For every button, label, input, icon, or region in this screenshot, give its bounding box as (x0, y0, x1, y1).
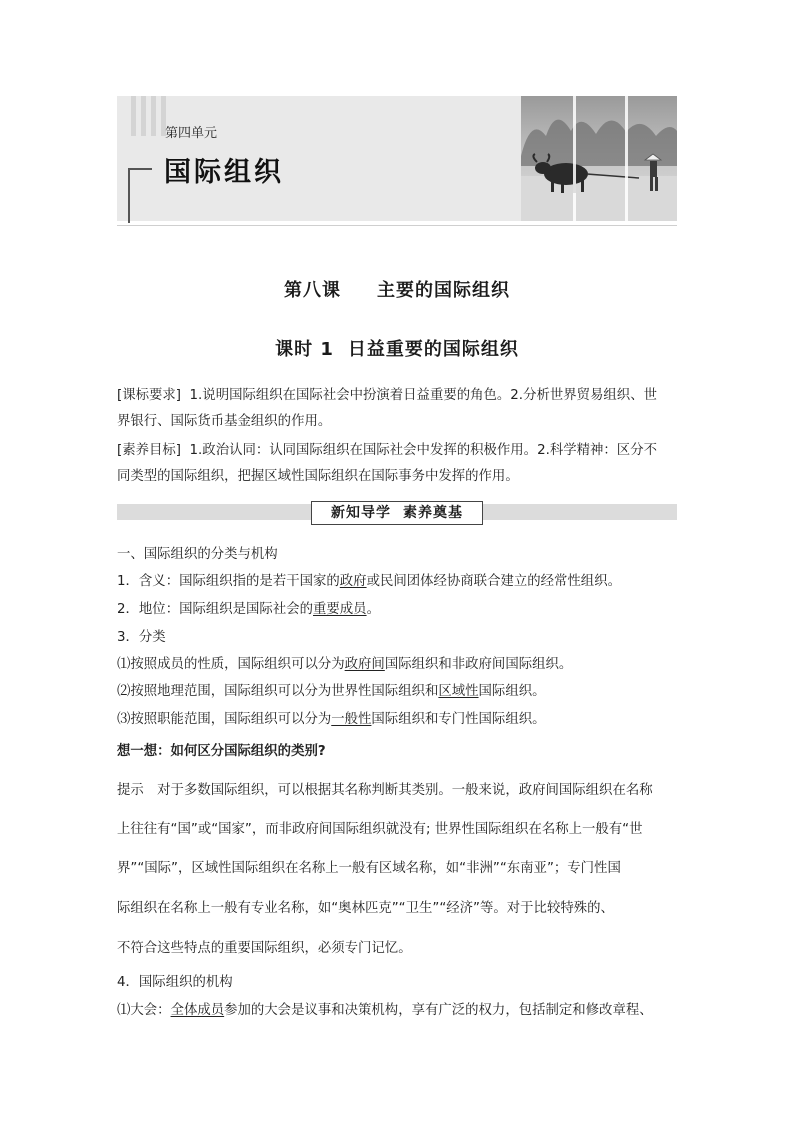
sub-item-geography (117, 680, 697, 699)
item-text: ⑴按照成员的性质，国际组织可以分为 (117, 657, 345, 672)
lesson-number: 第八课 (284, 280, 341, 301)
lesson-title (0, 276, 794, 302)
item-text: 1．含义：国际组织指的是若干国家的 (117, 574, 340, 589)
tip-line: 不符合这些特点的重要国际组织，必须专门记忆。 (117, 941, 412, 956)
item-text: 2．地位：国际组织是国际社会的 (117, 602, 313, 617)
underlined-term: 区域性 (438, 684, 479, 699)
tip-line: 上往往有“国”或“国家”，而非政府间国际组织就没有; 世界性国际组织在名称上一般有“世 (117, 822, 643, 837)
heading-classification: 一、国际组织的分类与机构 (117, 547, 278, 562)
period-title (0, 335, 794, 361)
item-definition (117, 570, 697, 589)
tip-line: 提示 对于多数国际组织，可以根据其名称判断其类别。一般来说，政府间国际组织在名称 (117, 783, 653, 798)
item-classification: 3．分类 (117, 630, 166, 645)
section-heading-part1: 新知导学 (331, 505, 391, 521)
literacy-goal-line2: 同类型的国际组织，把握区域性国际组织在国际事务中发挥的作用。 (117, 469, 519, 484)
item-text: 国际组织。 (478, 684, 546, 699)
item-status (117, 598, 697, 617)
item-organs: 4．国际组织的机构 (117, 975, 233, 990)
sub-item-membership (117, 653, 697, 672)
item-text: 国际组织和专门性国际组织。 (371, 712, 546, 727)
tip-line: 际组织在名称上一般有专业名称，如“奥林匹克”“卫生”“经济”等。对于比较特殊的、 (117, 901, 614, 916)
item-text: ⑵按照地理范围，国际组织可以分为世界性国际组织和 (117, 684, 439, 699)
literacy-tag: [素养目标] (117, 443, 182, 458)
curriculum-requirement-line2: 界银行、国际货币基金组织的作用。 (117, 414, 332, 429)
underlined-term: 重要成员 (313, 602, 367, 617)
banner-underline (117, 225, 677, 226)
item-text: 或民间团体经协商联合建立的经常性组织。 (366, 574, 621, 589)
sub-item-function (117, 708, 697, 727)
section-heading-part2: 素养奠基 (403, 505, 463, 521)
lesson-name: 主要的国际组织 (377, 280, 510, 301)
item-text: 。 (366, 602, 380, 617)
curriculum-tag: [课标要求] (117, 388, 182, 403)
section-heading (311, 501, 483, 525)
underlined-term: 政府间 (344, 657, 385, 672)
unit-title: 国际组织 (164, 157, 284, 188)
curriculum-requirement-line1 (117, 384, 697, 403)
banner-bracket (128, 168, 130, 223)
item-text: ⑶按照职能范围，国际组织可以分为 (117, 712, 332, 727)
farmer-buffalo-photo (521, 96, 677, 221)
curriculum-text: 1.说明国际组织在国际社会中扮演着日益重要的角色。2.分析世界贸易组织、世 (189, 388, 657, 403)
underlined-term: 全体成员 (170, 1003, 225, 1018)
think-question: 想一想：如何区分国际组织的类别? (117, 744, 326, 759)
literacy-goal-line1 (117, 439, 697, 458)
period-name: 日益重要的国际组织 (347, 339, 519, 360)
period-number: 课时 1 (275, 339, 334, 360)
item-text: 国际组织和非政府间国际组织。 (384, 657, 573, 672)
underlined-term: 一般性 (331, 712, 372, 727)
item-text: 参加的大会是议事和决策机构，享有广泛的权力，包括制定和修改章程、 (224, 1003, 653, 1018)
underlined-term: 政府 (339, 574, 367, 589)
item-text: ⑴大会： (117, 1003, 171, 1018)
literacy-text: 1.政治认同：认同国际组织在国际社会中发挥的积极作用。2.科学精神：区分不 (189, 443, 657, 458)
tip-line: 界”“国际”，区域性国际组织在名称上一般有区域名称，如“非洲”“东南亚”；专门性国 (117, 861, 621, 876)
banner-bracket-top (128, 168, 152, 170)
unit-label: 第四单元 (165, 126, 218, 141)
sub-item-assembly (117, 999, 697, 1018)
